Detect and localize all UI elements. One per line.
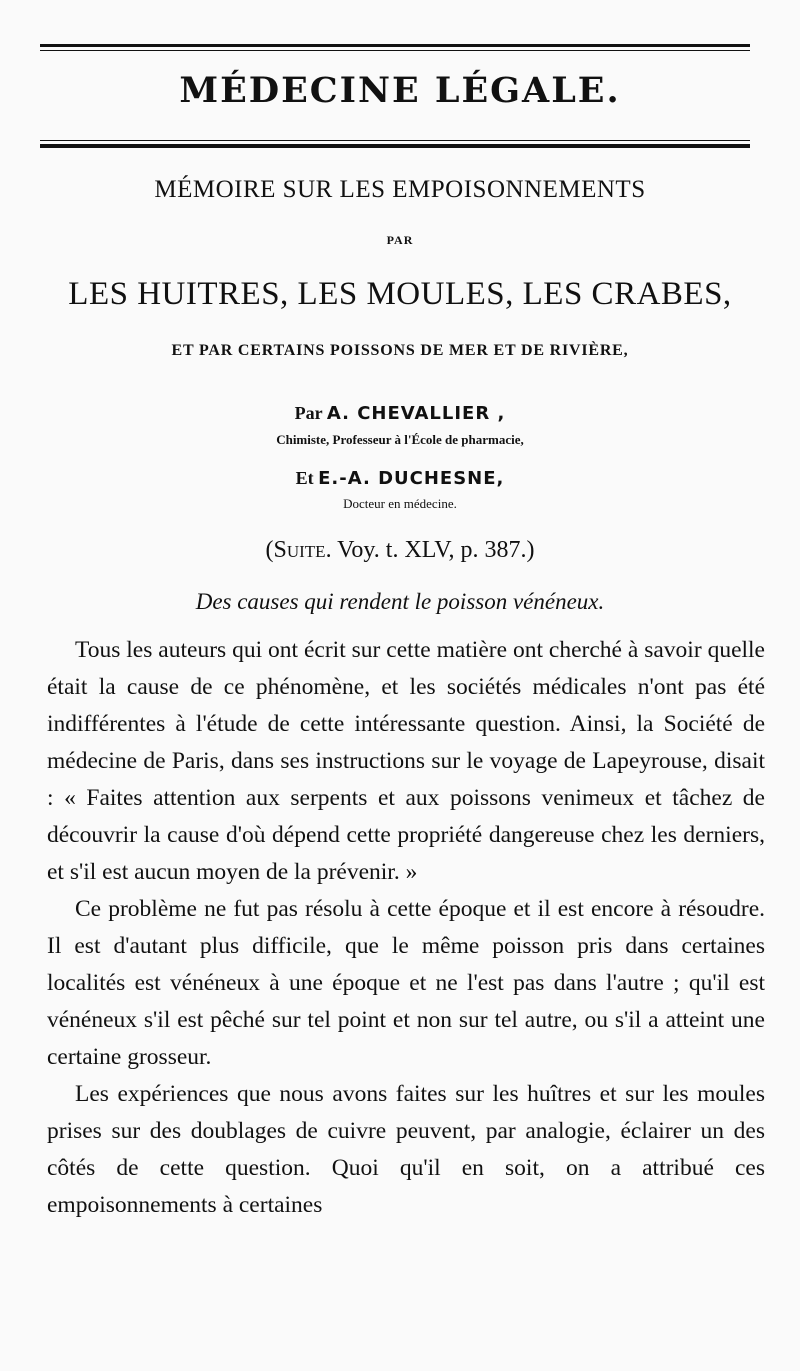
- author-2-role: Docteur en médecine.: [343, 496, 457, 511]
- author-1-name: A. CHEVALLIER ,: [326, 403, 506, 424]
- header-rule-top-thin: [40, 50, 750, 51]
- main-subject: LES HUITRES, LES MOULES, LES CRABES,: [68, 276, 732, 312]
- suite-open: (: [265, 537, 274, 563]
- header-rule-bottom-thin: [40, 140, 750, 141]
- paragraph-3: Les expériences que nous avons faites sur les huîtres et sur les moules prises sur des doublages de cuivre peuvent, par analogie, éclairer un des côtés de cette question. Quoi qu'il en soit, on a attribué ces empoisonnements à certaines: [47, 1081, 765, 1218]
- paragraph-1: Tous les auteurs qui ont écrit sur cette matière ont cherché à savoir quelle était la cause de ce phénomène, et les sociétés médicales n'ont pas été indifférentes à l'étude de cette intéressante question. Ainsi, la Société de médecine de Paris, dans ses instructions sur le voyage de Lapeyrouse, disait : « Faites attention aux serpents et aux poissons venimeux et tâchez de découvrir la cause d'où dépend cette propriété dangereuse chez les derniers, et s'il est aucun moyen de la prévenir. »: [47, 637, 765, 885]
- par-label: PAR: [386, 233, 414, 247]
- section-heading: Des causes qui rendent le poisson vénéneux.: [195, 589, 605, 614]
- suite-rest: . Voy. t. XLV, p. 387.): [325, 537, 535, 563]
- suite-reference: [0, 537, 800, 564]
- paragraph-2: Ce problème ne fut pas résolu à cette époque et il est encore à résoudre. Il est d'autant plus difficile, que le même poisson pris dans certaines localités est vénéneux à une époque et ne l'est pas dans l'autre ; qu'il est vénéneux s'il est pêché sur tel point et non sur tel autre, ou s'il a atteint une certaine grosseur.: [47, 896, 765, 1070]
- author-1-role: Chimiste, Professeur à l'École de pharmacie,: [276, 432, 524, 447]
- suite-label: Suite: [273, 537, 326, 563]
- author-2-prefix: Et: [295, 468, 314, 488]
- sub-subject: ET PAR CERTAINS POISSONS DE MER ET DE RIVIÈRE,: [171, 342, 629, 359]
- author-1-prefix: Par: [294, 403, 323, 423]
- header-rule-top-thick: [40, 44, 750, 47]
- body-text: [47, 632, 765, 1224]
- author-line-2: [0, 468, 800, 489]
- author-line-1: [0, 403, 800, 424]
- header-rule-bottom-thick: [40, 144, 750, 148]
- author-2-name: E.-A. DUCHESNE,: [318, 468, 505, 489]
- memoir-title: MÉMOIRE SUR LES EMPOISONNEMENTS: [154, 176, 646, 203]
- section-title: MÉDECINE LÉGALE.: [179, 70, 621, 111]
